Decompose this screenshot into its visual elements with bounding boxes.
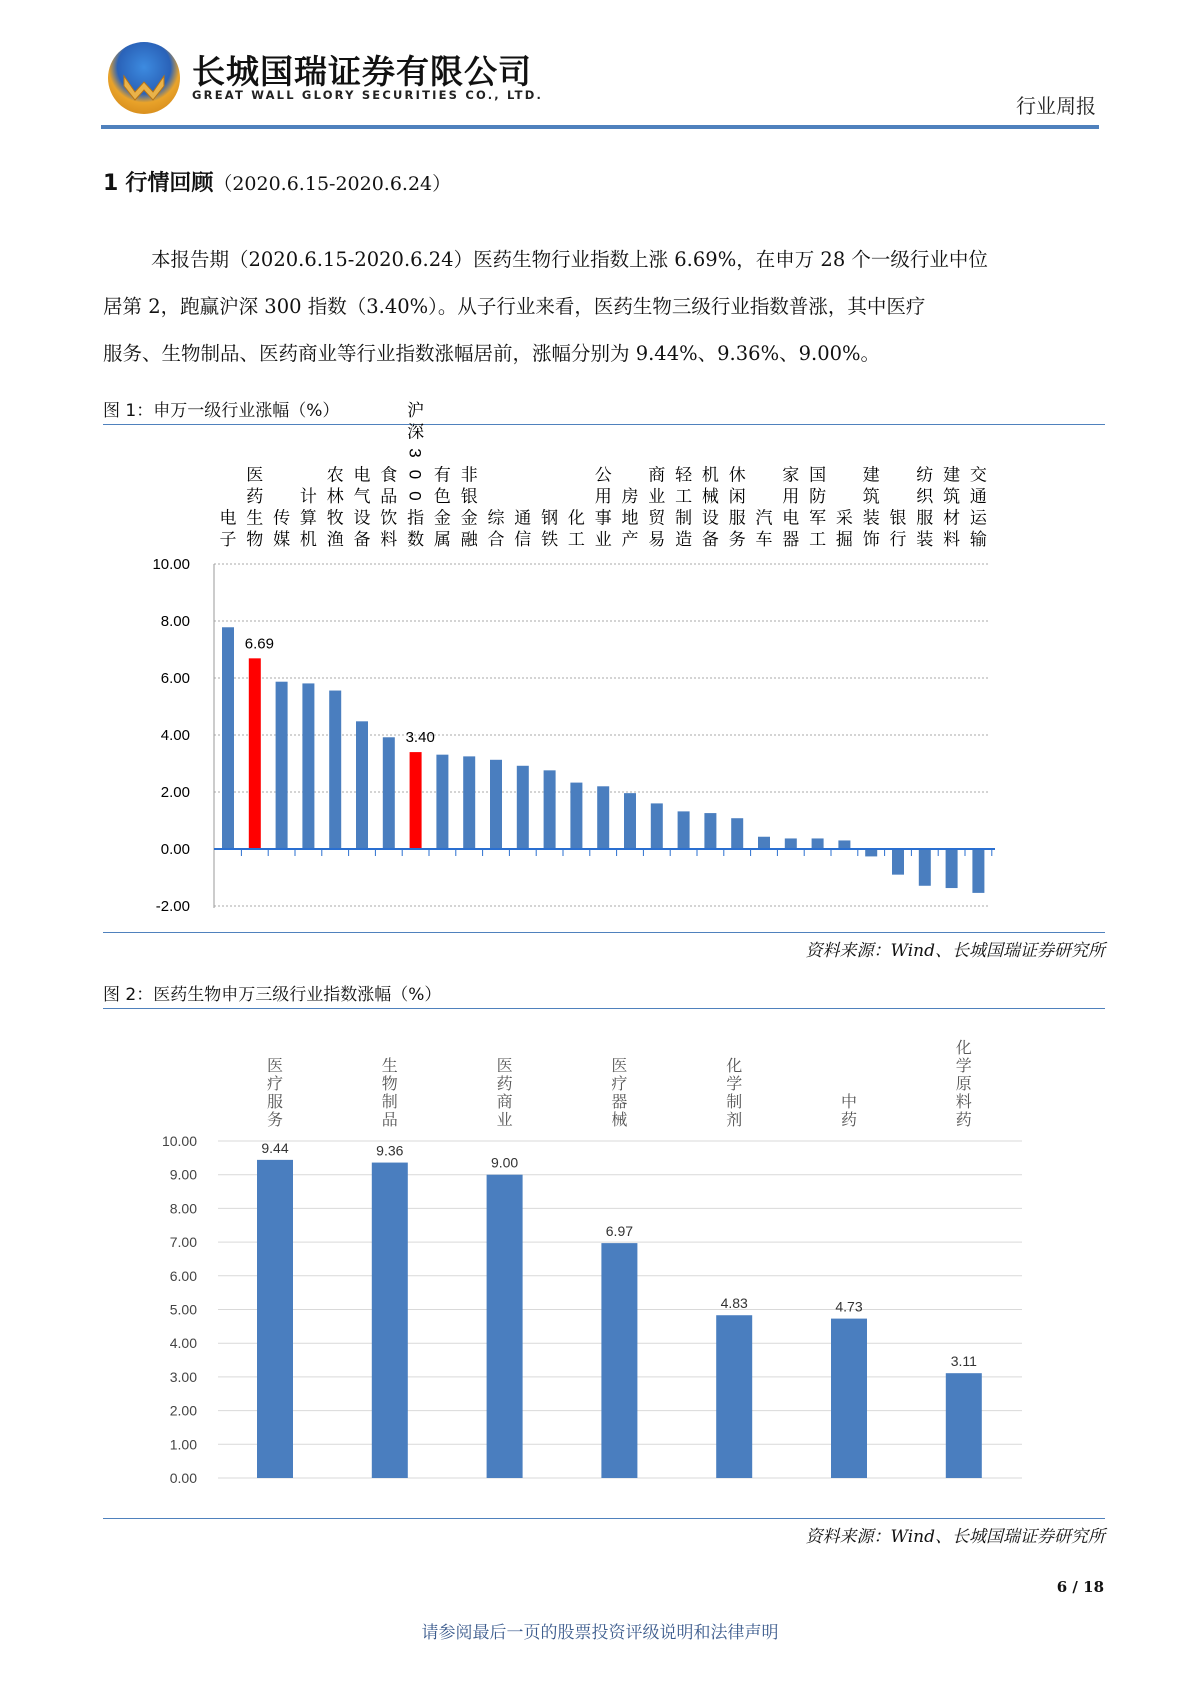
category-label-char: 数 bbox=[407, 530, 425, 549]
bar bbox=[257, 1160, 293, 1478]
y-tick-label: 3.00 bbox=[169, 1368, 197, 1385]
category-label-char: 银 bbox=[460, 487, 478, 506]
category-label-char: 制 bbox=[381, 1094, 398, 1111]
category-label-char: 业 bbox=[648, 487, 666, 506]
figure1-top-rule bbox=[103, 424, 1105, 425]
category-label-char: 渔 bbox=[326, 530, 344, 549]
category-label-char: 电 bbox=[219, 508, 237, 528]
category-label-char: 药 bbox=[246, 487, 264, 506]
y-tick-label: 9.00 bbox=[169, 1166, 197, 1183]
bar bbox=[222, 627, 234, 849]
category-label-char: 物 bbox=[246, 530, 264, 549]
bar bbox=[276, 682, 288, 849]
bar bbox=[892, 849, 904, 875]
bar bbox=[812, 838, 824, 849]
body-paragraph bbox=[103, 236, 1103, 377]
data-label: 9.44 bbox=[261, 1139, 289, 1156]
category-label-char: 采 bbox=[835, 508, 853, 528]
y-tick-label: 10.00 bbox=[161, 1133, 197, 1149]
document-type: 行业周报 bbox=[1016, 94, 1096, 118]
bar bbox=[436, 755, 448, 849]
category-label-char: 地 bbox=[621, 508, 639, 528]
category-label-char: 建 bbox=[943, 465, 961, 485]
bar bbox=[731, 818, 743, 849]
bar bbox=[490, 760, 502, 849]
category-label-char: 合 bbox=[487, 530, 505, 549]
category-label-char: 药 bbox=[496, 1076, 513, 1093]
category-label-char: 行 bbox=[889, 530, 907, 549]
category-label-char: 务 bbox=[266, 1112, 284, 1129]
category-label-char: 非 bbox=[460, 465, 478, 485]
bar bbox=[972, 849, 984, 893]
bar bbox=[249, 658, 261, 849]
figure1-source: 资料来源：Wind、长城国瑞证券研究所 bbox=[805, 941, 1105, 961]
bar bbox=[517, 766, 529, 849]
category-label-char: 医 bbox=[266, 1058, 284, 1075]
category-label-char: 纺 bbox=[916, 465, 934, 485]
bar bbox=[302, 683, 314, 849]
bar bbox=[865, 849, 877, 856]
category-label-char: 3 bbox=[405, 448, 425, 458]
y-tick-label: -2.00 bbox=[155, 898, 190, 915]
section-period: （2020.6.15-2020.6.24） bbox=[213, 173, 452, 195]
y-tick-label: 2.00 bbox=[160, 784, 190, 801]
category-label-char: 设 bbox=[353, 508, 371, 528]
category-label-char: 建 bbox=[862, 465, 880, 485]
category-label-char: 事 bbox=[594, 508, 612, 528]
category-label-char: 生 bbox=[381, 1058, 398, 1075]
category-label-char: 算 bbox=[299, 508, 317, 528]
bar bbox=[758, 837, 770, 849]
category-label-char: 易 bbox=[648, 530, 666, 549]
category-label-char: 轻 bbox=[675, 465, 693, 485]
logo-mark-icon bbox=[108, 42, 180, 114]
category-label-char: 医 bbox=[246, 465, 264, 485]
category-label-char: 沪 bbox=[407, 401, 425, 420]
paragraph-line: 居第 2，跑赢沪深 300 指数（3.40%）。从子行业来看，医药生物三级行业指数普涨，其中医疗 bbox=[103, 295, 926, 318]
category-label-char: 融 bbox=[460, 530, 478, 549]
bar bbox=[383, 737, 395, 849]
category-label-char: 钢 bbox=[541, 508, 559, 528]
y-tick-label: 0.00 bbox=[160, 841, 190, 858]
category-label-char: 疗 bbox=[611, 1076, 628, 1093]
category-label-char: 电 bbox=[353, 465, 371, 485]
bar bbox=[651, 803, 663, 849]
category-label-char: 信 bbox=[514, 530, 532, 549]
category-label-char: 化 bbox=[567, 508, 585, 528]
category-label-char: 深 bbox=[407, 422, 425, 442]
category-label-char: 器 bbox=[782, 530, 800, 549]
category-label-char: 交 bbox=[969, 465, 987, 485]
category-label-char: 品 bbox=[381, 1112, 398, 1129]
category-label-char: 金 bbox=[460, 508, 478, 528]
company-logo bbox=[108, 42, 180, 114]
y-tick-label: 8.00 bbox=[169, 1200, 197, 1217]
category-label-char: 农 bbox=[326, 465, 344, 485]
figure2-bottom-rule bbox=[103, 1518, 1105, 1519]
category-label-char: 备 bbox=[353, 530, 371, 549]
figure2-caption: 图 2：医药生物申万三级行业指数涨幅（%） bbox=[103, 985, 442, 1005]
category-label-char: 物 bbox=[381, 1076, 398, 1093]
category-label-char: 学 bbox=[726, 1076, 743, 1093]
category-label-char: 机 bbox=[701, 465, 719, 485]
category-label-char: 金 bbox=[433, 508, 451, 528]
category-label-char: 家 bbox=[782, 465, 800, 485]
category-label-char: 械 bbox=[701, 487, 719, 506]
y-tick-label: 4.00 bbox=[160, 727, 190, 744]
category-label-char: 装 bbox=[862, 508, 880, 528]
category-label-char: 计 bbox=[299, 487, 317, 506]
company-name-en: GREAT WALL GLORY SECURITIES CO., LTD. bbox=[192, 88, 544, 102]
y-tick-label: 4.00 bbox=[169, 1335, 197, 1352]
category-label-char: 制 bbox=[726, 1094, 743, 1111]
y-tick-label: 6.00 bbox=[160, 670, 190, 687]
chart-2 bbox=[0, 1010, 1200, 1510]
category-label-char: 学 bbox=[955, 1058, 972, 1075]
category-label-char: 医 bbox=[611, 1058, 628, 1075]
category-label-char: 气 bbox=[353, 487, 371, 506]
data-label: 9.36 bbox=[376, 1142, 404, 1159]
category-label-char: 服 bbox=[266, 1094, 284, 1111]
figure2-source: 资料来源：Wind、长城国瑞证券研究所 bbox=[805, 1527, 1105, 1547]
bar bbox=[356, 721, 368, 849]
category-label-char: 医 bbox=[496, 1058, 513, 1075]
header-rule bbox=[101, 125, 1099, 129]
category-label-char: 铁 bbox=[541, 530, 559, 549]
category-label-char: 中 bbox=[840, 1094, 858, 1111]
category-label-char: 商 bbox=[648, 465, 666, 485]
category-label-char: 子 bbox=[219, 530, 237, 549]
bar bbox=[601, 1243, 637, 1478]
figure1-caption: 图 1：申万一级行业涨幅（%） bbox=[103, 401, 340, 421]
bar bbox=[410, 752, 422, 849]
category-label-char: 业 bbox=[594, 530, 612, 549]
bar bbox=[919, 849, 931, 886]
category-label-char: 工 bbox=[675, 487, 693, 506]
category-label-char: 品 bbox=[380, 487, 398, 506]
section-number: 1 bbox=[103, 171, 119, 196]
bar bbox=[372, 1163, 408, 1478]
category-label-char: 银 bbox=[889, 508, 907, 528]
data-label: 9.00 bbox=[490, 1154, 519, 1171]
category-label-char: 疗 bbox=[266, 1076, 284, 1093]
category-label-char: 军 bbox=[809, 508, 827, 528]
category-label-char: 装 bbox=[916, 530, 934, 549]
bar bbox=[785, 838, 797, 849]
figure2-top-rule bbox=[103, 1008, 1105, 1009]
category-label-char: 媒 bbox=[273, 530, 291, 549]
category-label-char: 料 bbox=[955, 1094, 972, 1111]
data-label: 3.40 bbox=[405, 729, 435, 747]
category-label-char: 公 bbox=[594, 465, 612, 485]
category-label-char: 0 bbox=[405, 491, 425, 501]
footer-disclaimer: 请参阅最后一页的股票投资评级说明和法律声明 bbox=[421, 1623, 779, 1643]
category-label-char: 备 bbox=[701, 530, 719, 549]
y-tick-label: 6.00 bbox=[169, 1267, 197, 1284]
section-heading bbox=[103, 166, 451, 197]
category-label-char: 贸 bbox=[648, 508, 666, 528]
category-label-char: 林 bbox=[326, 487, 344, 506]
category-label-char: 属 bbox=[433, 530, 451, 549]
bar bbox=[946, 1373, 982, 1478]
category-label-char: 用 bbox=[594, 487, 612, 506]
category-label-char: 设 bbox=[701, 508, 719, 528]
category-label-char: 休 bbox=[728, 465, 746, 485]
y-tick-label: 0.00 bbox=[169, 1470, 197, 1486]
company-name-cn: 长城国瑞证券有限公司 bbox=[192, 52, 532, 91]
category-label-char: 化 bbox=[726, 1058, 743, 1075]
bar bbox=[329, 691, 341, 849]
category-label-char: 器 bbox=[611, 1094, 628, 1111]
bar bbox=[463, 756, 475, 849]
category-label-char: 筑 bbox=[862, 487, 880, 506]
category-label-char: 饰 bbox=[862, 530, 880, 549]
paragraph-line: 服务、生物制品、医药商业等行业指数涨幅居前，涨幅分别为 9.44%、9.36%、9.00%。 bbox=[103, 342, 881, 365]
bar bbox=[678, 811, 690, 849]
category-label-char: 传 bbox=[273, 508, 291, 528]
category-label-char: 筑 bbox=[943, 487, 961, 506]
category-label-char: 掘 bbox=[835, 530, 853, 549]
category-label-char: 国 bbox=[809, 465, 827, 485]
category-label-char: 械 bbox=[611, 1112, 628, 1129]
category-label-char: 通 bbox=[969, 487, 987, 506]
data-label: 4.73 bbox=[835, 1298, 863, 1315]
figure1-bottom-rule bbox=[103, 932, 1105, 933]
category-label-char: 产 bbox=[621, 530, 639, 549]
category-label-char: 织 bbox=[916, 487, 934, 506]
category-label-char: 电 bbox=[782, 508, 800, 528]
bar bbox=[487, 1175, 523, 1478]
category-label-char: 汽 bbox=[755, 508, 773, 528]
category-label-char: 制 bbox=[675, 508, 693, 528]
y-tick-label: 5.00 bbox=[169, 1301, 197, 1318]
category-label-char: 材 bbox=[943, 508, 961, 528]
category-label-char: 综 bbox=[487, 508, 505, 528]
category-label-char: 服 bbox=[728, 508, 746, 528]
category-label-char: 饮 bbox=[380, 508, 398, 528]
data-label: 3.11 bbox=[950, 1353, 977, 1370]
bar bbox=[946, 849, 958, 888]
y-tick-label: 8.00 bbox=[160, 613, 190, 630]
category-label-char: 色 bbox=[433, 487, 451, 506]
category-label-char: 食 bbox=[380, 465, 398, 485]
category-label-char: 指 bbox=[407, 508, 425, 528]
category-label-char: 牧 bbox=[326, 508, 344, 528]
y-tick-label: 2.00 bbox=[169, 1402, 197, 1419]
category-label-char: 房 bbox=[621, 487, 639, 506]
page-number: 6 / 18 bbox=[1056, 1578, 1104, 1596]
category-label-char: 务 bbox=[728, 530, 746, 549]
data-label: 4.83 bbox=[720, 1295, 748, 1312]
category-label-char: 商 bbox=[496, 1094, 513, 1111]
category-label-char: 造 bbox=[675, 530, 693, 549]
bar bbox=[624, 793, 636, 849]
category-label-char: 服 bbox=[916, 508, 934, 528]
category-label-char: 用 bbox=[782, 487, 800, 506]
data-label: 6.69 bbox=[244, 635, 275, 653]
category-label-char: 输 bbox=[969, 530, 987, 549]
bar bbox=[704, 813, 716, 849]
section-title: 行情回顾 bbox=[125, 171, 214, 196]
category-label-char: 有 bbox=[433, 465, 451, 485]
bar bbox=[597, 786, 609, 849]
category-label-char: 药 bbox=[840, 1112, 858, 1129]
category-label-char: 料 bbox=[380, 530, 398, 549]
bar bbox=[570, 783, 582, 849]
category-label-char: 车 bbox=[755, 530, 773, 549]
bar bbox=[838, 840, 850, 849]
category-label-char: 料 bbox=[943, 530, 961, 549]
category-label-char: 化 bbox=[955, 1040, 972, 1057]
data-label: 6.97 bbox=[605, 1223, 634, 1240]
category-label-char: 生 bbox=[246, 508, 264, 528]
category-label-char: 剂 bbox=[726, 1112, 743, 1129]
bar bbox=[544, 770, 556, 849]
category-label-char: 防 bbox=[809, 487, 827, 506]
category-label-char: 0 bbox=[405, 469, 425, 480]
category-label-char: 原 bbox=[955, 1076, 972, 1093]
category-label-char: 闲 bbox=[728, 487, 746, 506]
category-label-char: 通 bbox=[514, 508, 532, 528]
category-label-char: 机 bbox=[299, 530, 317, 549]
y-tick-label: 7.00 bbox=[169, 1234, 197, 1251]
y-tick-label: 1.00 bbox=[169, 1436, 197, 1453]
category-label-char: 药 bbox=[955, 1112, 972, 1129]
category-label-char: 运 bbox=[969, 508, 987, 528]
category-label-char: 业 bbox=[496, 1112, 513, 1129]
category-label-char: 工 bbox=[809, 530, 827, 549]
bar bbox=[716, 1315, 752, 1478]
category-label-char: 工 bbox=[567, 530, 585, 549]
paragraph-line: 本报告期（2020.6.15-2020.6.24）医药生物行业指数上涨 6.69%，在申万 28 个一级行业中位 bbox=[151, 248, 988, 271]
bar bbox=[831, 1319, 867, 1478]
y-tick-label: 10.00 bbox=[152, 556, 190, 573]
